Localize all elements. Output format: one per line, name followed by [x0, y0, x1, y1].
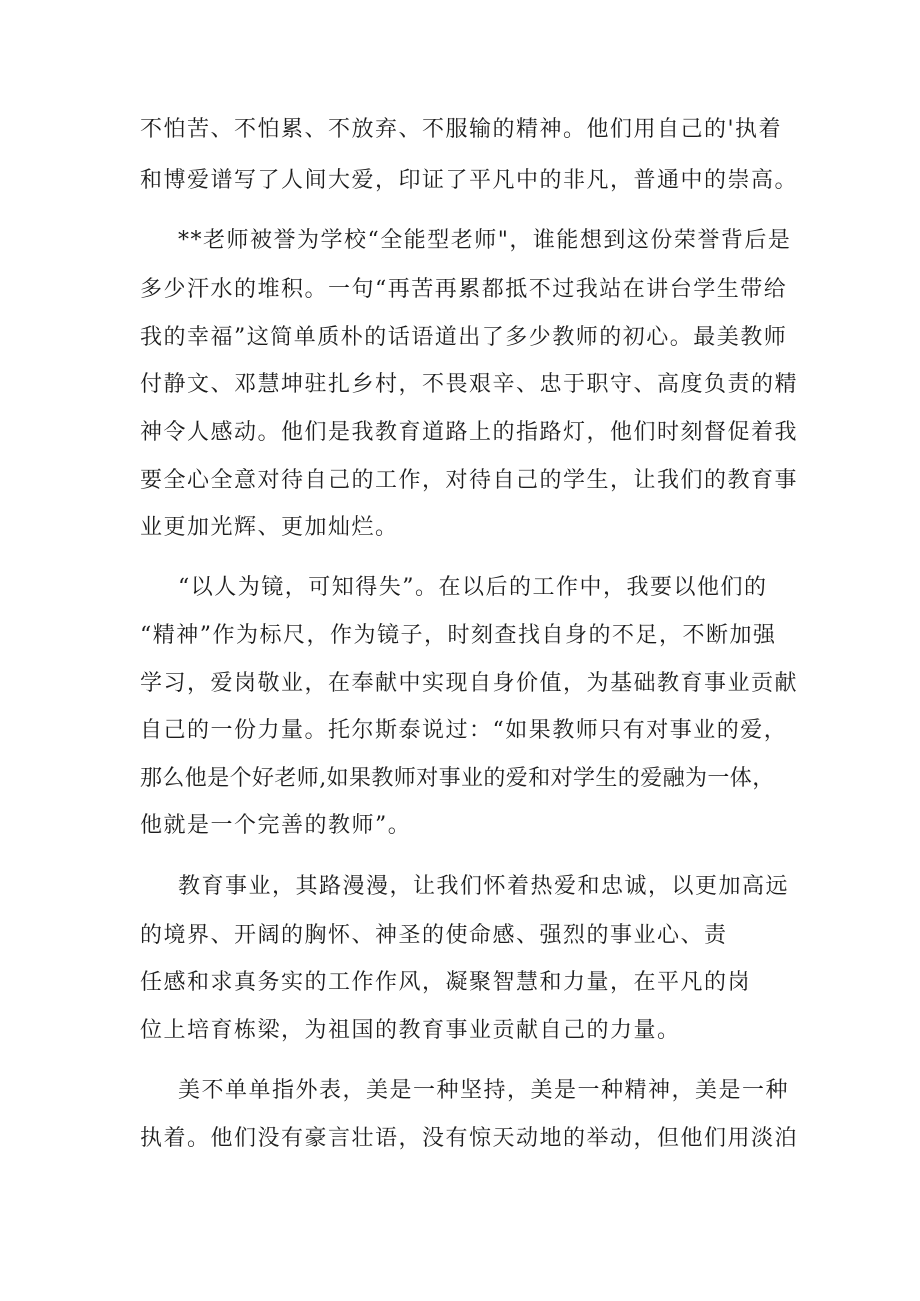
text-line: 不怕苦、不怕累、不放弃、不服输的精神。他们用自己的'执着	[140, 117, 783, 142]
text-line: 多少汗水的堆积。一句“再苦再累都抵不过我站在讲台学生带给	[140, 277, 788, 302]
text-line: 美不单单指外表，美是一种坚持，美是一种精神，美是一种	[178, 1078, 790, 1103]
text-line: 神令人感动。他们是我教育道路上的指路灯，他们时刻督促着我	[140, 420, 799, 445]
text-line: 和博爱谱写了人间大爱，印证了平凡中的非凡，普通中的崇高。	[140, 168, 799, 193]
text-line: 执着。他们没有豪言壮语，没有惊天动地的举动，但他们用淡泊	[140, 1126, 799, 1151]
text-line: **老师被誉为学校“全能型老师"，谁能想到这份荣誉背后是	[178, 228, 792, 253]
text-line: 自己的一份力量。托尔斯泰说过：“如果教师只有对事业的爱，	[140, 718, 788, 743]
text-line: “精神”作为标尺，作为镜子，时刻查找自身的不足，不断加强	[140, 623, 777, 648]
text-line: 我的幸福”这简单质朴的话语道出了多少教师的初心。最美教师	[140, 325, 788, 350]
text-line: 要全心全意对待自己的工作，对待自己的学生，让我们的教育事	[140, 468, 799, 493]
text-line: 学习，爱岗敬业，在奉献中实现自身价值，为基础教育事业贡献	[140, 671, 799, 696]
text-line: 位上培育栋梁，为祖国的教育事业贡献自己的力量。	[140, 1018, 681, 1043]
text-line: 教育事业，其路漫漫，让我们怀着热爱和忠诚，以更加高远	[178, 874, 790, 899]
text-line: 业更加光辉、更加灿烂。	[140, 515, 399, 540]
text-line: 他就是一个完善的教师”。	[140, 813, 412, 838]
text-line: 付静文、邓慧坤驻扎乡村，不畏艰辛、忠于职守、高度负责的精	[140, 372, 799, 397]
text-line: 的境界、开阔的胸怀、神圣的使命感、强烈的事业心、责	[140, 923, 728, 948]
text-line: “以人为镜，可知得失”。在以后的工作中，我要以他们的	[178, 575, 768, 600]
text-line: 那么他是个好老师,如果教师对事业的爱和对学生的爱融为一体，	[140, 766, 775, 791]
text-line: 任感和求真务实的工作作风，凝聚智慧和力量，在平凡的岗	[140, 970, 752, 995]
